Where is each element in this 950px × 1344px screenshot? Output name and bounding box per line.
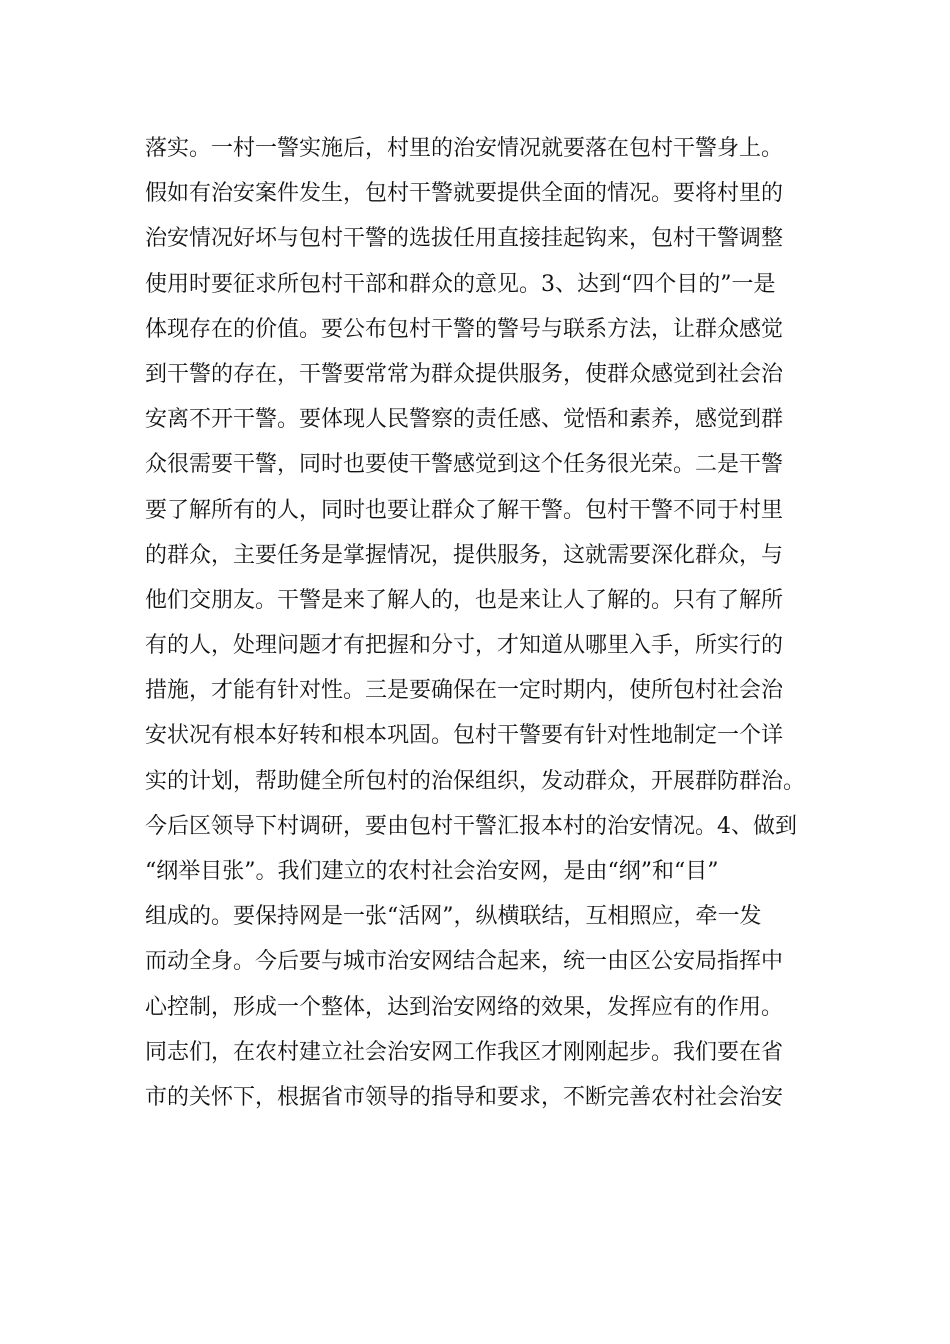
text-line: 市的关怀下，根据省市领导的指导和要求，不断完善农村社会治安: [145, 1084, 784, 1110]
body-text: [145, 126, 845, 1120]
text-line: 落实。一村一警实施后，村里的治安情况就要落在包村干警身上。: [145, 136, 784, 161]
text-line: 而动全身。今后要与城市治安网结合起来，统一由区公安局指挥中: [145, 949, 784, 975]
text-line: “纲举目张”。我们建立的农村社会治安网，是由“纲”和“目”: [145, 859, 719, 884]
text-line: 安状况有根本好转和根本巩固。包村干警要有针对性地制定一个详: [145, 723, 784, 749]
text-line: 要了解所有的人，同时也要让群众了解干警。包村干警不同于村里: [145, 497, 784, 523]
text-line: 治安情况好坏与包村干警的选拔任用直接挂起钩来，包村干警调整: [145, 226, 784, 252]
text-line: 使用时要征求所包村干部和群众的意见。3、达到“四个目的”一是: [145, 271, 776, 297]
text-line: 假如有治安案件发生，包村干警就要提供全面的情况。要将村里的: [145, 181, 784, 207]
text-line: 众很需要干警，同时也要使干警感觉到这个任务很光荣。二是干警: [145, 452, 784, 478]
text-line: 同志们，在农村建立社会治安网工作我区才刚刚起步。我们要在省: [145, 1039, 784, 1065]
text-line: 今后区领导下村调研，要由包村干警汇报本村的治安情况。4、做到: [145, 813, 797, 839]
text-line: 心控制，形成一个整体，达到治安网络的效果，发挥应有的作用。: [145, 994, 784, 1020]
text-line: 组成的。要保持网是一张“活网”，纵横联结，互相照应，牵一发: [145, 904, 762, 930]
text-line: 安离不开干警。要体现人民警察的责任感、觉悟和素养，感觉到群: [145, 407, 784, 433]
text-line: 措施，才能有针对性。三是要确保在一定时期内，使所包村社会治: [145, 678, 784, 704]
text-line: 实的计划，帮助健全所包村的治保组织，发动群众，开展群防群治。: [145, 768, 806, 794]
text-line: 到干警的存在，干警要常常为群众提供服务，使群众感觉到社会治: [145, 361, 784, 387]
text-line: 他们交朋友。干警是来了解人的，也是来让人了解的。只有了解所: [145, 587, 784, 613]
text-line: 的群众，主要任务是掌握情况，提供服务，这就需要深化群众，与: [145, 542, 784, 568]
text-line: 有的人，处理问题才有把握和分寸，才知道从哪里入手，所实行的: [145, 633, 784, 659]
text-line: 体现存在的价值。要公布包村干警的警号与联系方法，让群众感觉: [145, 316, 784, 342]
